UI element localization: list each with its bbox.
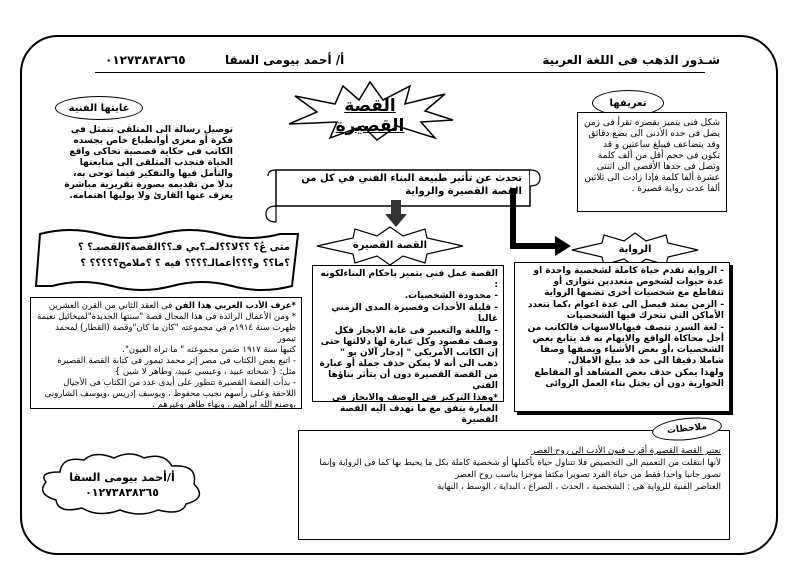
history-line: ،وصنع الله ابراهيم ، وبهاء طاهر وغيرهم . [152, 400, 296, 410]
header-title: شـذور الذهب فى اللغة العربية [542, 53, 720, 67]
list-item: - الزمن يمتد فيصل الى عدة اعوام ،كما تتعدد الأماكن التي تتحرك فيها الشخصيات [527, 300, 724, 321]
list-item: - قليلة الأحداث وقصيرة المدى الزمني غالبا [331, 303, 498, 324]
history-line: كتبها سنة ١٩١٧ ضمن مجموعته " ما تراه العيون". [122, 345, 296, 355]
header-divider [95, 72, 705, 73]
history-line: مثل: { شحاته عبيد ، وعيسى عبيد، وطاهر لا شين } [114, 367, 296, 377]
history-line: اللاحقة وعلى رأسهم نجيب محفوظ ، ويوسف إدريس ،ويوسف الشارونى [44, 389, 296, 399]
arrow-bend-icon [505, 188, 575, 258]
list-item: ولهذا يمكن حذف بعض المشاهد أو المقاطع الحوارية دون أن يختل بناء العمل الروائى [534, 368, 724, 389]
footer-phone: ٠١٢٧٣٨٣٨٣٦٥ [85, 486, 159, 499]
notes-elements: العناصر الفنية للرواية هى : الشخصية ، الحدث ، الصراع ، البداية ، الوسط ، النهاية [437, 482, 721, 492]
arrow-down-icon [385, 200, 407, 228]
notes-label: ملاحظات [651, 414, 723, 443]
purpose-label: غايتها الفنية [55, 96, 143, 120]
question-line-1: متى عُ؟ ؟؟لا؟؟لمـ؟بي فـ؟؟القصة؟القصيـ؟ ؟ [77, 242, 290, 253]
novel-list [520, 266, 724, 390]
notes-box [298, 430, 730, 540]
novel-label: الرواية [618, 244, 652, 255]
definition-text: شكل فنى يتميز بقصره تقرأ فى زمن يصل فى حده الأدنى الى بضع دقائق وقد يتضاعف فيبلغ ساعتين و قد تكون فى حجم أقل من ألف كلمة وتصل فى حدها الأقصى الى اثنتى عشرة ألفا كلمة فإذا زادت الى ثلاثين ألفا عدت رواية قصيرة . [583, 118, 720, 194]
header-phone: ٠١٢٧٣٨٣٨٣٦٥ [105, 53, 186, 67]
purpose-text: توصيل رسالة الى المتلقى تتمثل فى فكرة أو مغزى أوانطباع خاص يجسده الكاتب فى حكاية قصصية تحاكى واقع الحياة فتجذب المتلقى الى متابعتها والتأمل فيها والتفكير فيما توحى به، بدلا من تقديمه بصورة تقريرية مباشرة يعزف عنها القارئ ولا يوليها اهتمامه. [64, 125, 233, 201]
history-lead-rest: فى العقد الثاني من القرن العشرين [48, 301, 176, 311]
scroll-text: تحدث عن تأثير طبيعة البناء الفني في كل من القصة القصيرة والرواية [301, 173, 522, 197]
history-line: - اتبع بعض الكتاب فى مصر إثر محمد تيمور فى كتابة القصة القصيرة [57, 356, 296, 366]
notes-body: لأنها انتقلت من التعميم الى التخصيص فلا تتناول حياة بأكملها أو شخصية كاملة بكل ما يحيط بها كما فى الرواية وإنما تصور جانبا واحدا فقط من حياة الفرد تصويرا مكثفا موجزا يناسب روح العصر [319, 458, 721, 480]
history-box [30, 297, 302, 409]
header-author: أ/ أحمد بيومى السقا [225, 53, 345, 67]
definition-label: تعريفها [592, 90, 664, 116]
short-story-intro: القصة عمل فنى يتميز باحكام البناءلكونه : [320, 269, 498, 290]
short-story-label: القصة القصيرة [352, 240, 428, 251]
footer-cloud-text [52, 470, 192, 500]
main-title: القصة القصيرة [335, 96, 405, 136]
question-line-2: ؟ما؟؟ و؟؟؟أعمالـ؟؟؟؟ فيه ؟ ؟ملامح؟؟؟؟؟ ؟ [80, 258, 290, 269]
history-line: ظهرت سنة ١٩١٤م في مجموعته "كان ما كان"وقصة (القطار) لمحمد تيمور [55, 323, 296, 344]
history-lead: *عرف الأدب العربي هذا الفن [175, 301, 296, 311]
definition-box [577, 112, 727, 212]
short-story-list [318, 291, 498, 426]
list-item: - الرواية تقدم حياة كاملة لشخصية واحدة او عدة حيوات لشخوص متعددين تتوازى أو تتقاطع مع شخصيات أخرى تضمها الرواية [533, 266, 724, 298]
list-item: - محدودة الشخصيات. [404, 291, 498, 301]
list-item: - واللغة والتعبير فى غاية الايجاز فكل وصف مقصود وكل عبارة لها دلالتها حتى إن الكاتب الأمريكي " إدجار آلان بو " ذهب الى أنه لا يمكن حذف جملة أو عبارة من القصة القصيرة دون أن يتأثر بناؤها الفني [319, 326, 498, 391]
footer-name: أ/أحمد بيومى السقا [69, 471, 175, 484]
list-item: - لغة السرد تتصف فيهابالاسهاب فالكاتب من أجل محاكاة الواقع والايهام به قد يتابع بعض الشخصيات ،أو بعض الأشياء ويصفها وصفا شاملا دقيقا الى حد قد يبلغ الاملال. [527, 323, 724, 366]
list-item: *وهذا التركيز فى الوصف والايجاز فى العبارة يتفق مع ما تهدف اليه القصة القصيرة [331, 393, 498, 425]
history-line: * ومن الأعمال الرائدة فى هذا المجال قصة "سنتها الجديدة"لميخائيل نعيمة [37, 312, 296, 322]
notes-title: تعتبر القصة القصيرة أقرب فنون الأدب الى روح العصر [531, 446, 721, 456]
questions-text [50, 240, 290, 272]
short-story-box [312, 265, 504, 425]
history-line: - بدأت القصة القصيرة تتطور على أيدى عدد من الكتاب فى الأجيال [63, 378, 296, 388]
novel-box [514, 262, 730, 412]
